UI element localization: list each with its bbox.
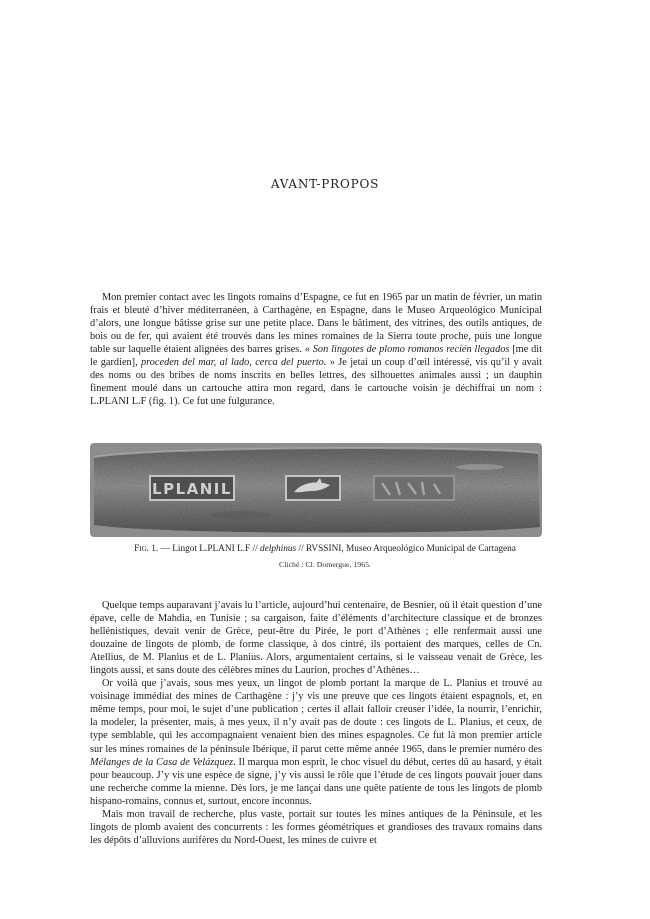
p2-run-0: Quelque temps auparavant j’avais lu l’article, aujourd’hui centenaire, de Besnier, où il était question d’une épave, celle de Mahdia, en Tunisie ; sa cargaison, faite d’éléments d’architecture classique et de bronzes hellénistiques, devait venir de Grèce, peut-être du Pirée, le port d’Athènes ; elle renfermait aussi une douzaine de lingots de plomb, de forme classique, à dos cintré, ils portaient des marques, celles de Cn. Atellius, de M. Planius et de L. Planius. Alors, argumentaient certains, si le vaisseau venait de Grèce, les lingots aussi, et sans doute des célèbres mines du Laurion, proches d’Athènes… [90, 600, 542, 677]
figure-lead-ingot-photo [90, 443, 542, 537]
stamp-cartouche-dolphin [286, 476, 340, 500]
p3-run-1: Mélanges de la Casa de Velázquez [90, 756, 234, 768]
p4-run-0: Mais mon travail de recherche, plus vaste, portait sur toutes les mines antiques de la Péninsule, et les lingots de plomb avaient des concurrents : les formes géométriques et grandioses des travaux romains dans les dépôts d’alluvions aurifères du Nord-Ouest, les mines de cuivre et [90, 808, 542, 846]
paragraph-2 [90, 599, 542, 677]
p3-run-2: . Il marqua mon esprit, le choc visuel du début, certes dû au hasard, y était pour beaucoup. J’y vis une espèce de signe, j’y vis aussi le rôle que l’étude de ces lingots pouvait jouer dans une recherche comme la mienne. Dès lors, je me lançai dans une quête patiente de tous les lingots de plomb hispano-romains, connus et, surtout, encore inconnus. [90, 756, 542, 807]
paragraph-4 [90, 808, 542, 847]
figure-caption-italic: delphinus [260, 544, 297, 554]
stamp-cartouche-left [150, 476, 234, 500]
paragraph-3 [90, 677, 542, 807]
lead-ingot-image [90, 443, 542, 537]
p1-run-3: proceden del mar, al lado, cerca del puerto. [141, 357, 327, 369]
p1-run-2: [me dit le gardien], [90, 344, 542, 369]
page-title: AVANT-PROPOS [270, 177, 380, 191]
paragraph-1 [90, 291, 542, 408]
paragraph-1-text [90, 291, 542, 408]
figure-credit: Cliché : Cl. Domergue, 1965. [279, 560, 371, 569]
figure-caption-label: Fig. 1. [134, 544, 159, 554]
figure-caption [0, 544, 650, 554]
p1-run-0: Mon premier contact avec les lingots romains d’Espagne, ce fut en 1965 par un matin de février, un matin frais et bleuté d’hiver méditerranéen, à Carthagène, en Espagne, dans le Museo Arqueológico Municipal d’alors, une longue bâtisse grise sur une petite place. Dans le bâtiment, des vitrines, des outils antiques, de bois ou de fer, qui avaient été trouvés dans les mines romaines de la Sierra toute proche, puis une longue table sur laquelle étaient alignées des barres grises. « [90, 292, 542, 356]
p1-run-1: Son lingotes de plomo romanos recién llegados [312, 344, 510, 356]
p1-run-4: » Je jetai un coup d’œil intéressé, vis qu’il y avait des noms ou des bribes de noms inscrits en belles lettres, des silhouettes animales aussi ; un dauphin finement moulé dans un cartouche attira mon regard, dans le cartouche voisin je déchiffrai un nom : L.PLANI L.F (fig. 1). Ce fut une fulgurance. [90, 357, 542, 408]
figure-caption-rest: // RVSSINI, Museo Arqueológico Municipal de Cartagena [296, 544, 516, 554]
figure-caption-dash: — Lingot L.PLANI L.F // [158, 544, 260, 554]
body-text [90, 599, 542, 847]
stamp-cartouche-right [374, 476, 454, 500]
stamp-text-lplani: LPLANIL [152, 480, 232, 498]
p3-run-0: Or voilà que j’avais, sous mes yeux, un lingot de plomb portant la marque de L. Planius et trouvé au voisinage immédiat des mines de Carthagène : j’y vis une preuve que ces lingots étaient espagnols, et, en même temps, pour moi, le sujet d’une publication ; certes il allait falloir creuser l’idée, la nourrir, l’enrichir, la modeler, la présenter, mais, à mes yeux, il n’y avait pas de doute : ces lingots de L. Planius, et ceux, de type semblable, qui les accompagnaient venaient bien des mines espagnoles. Ce fut là mon premier article sur les mines romaines de la péninsule Ibérique, il parut cette même année 1965, dans le premier numéro des [90, 678, 542, 755]
